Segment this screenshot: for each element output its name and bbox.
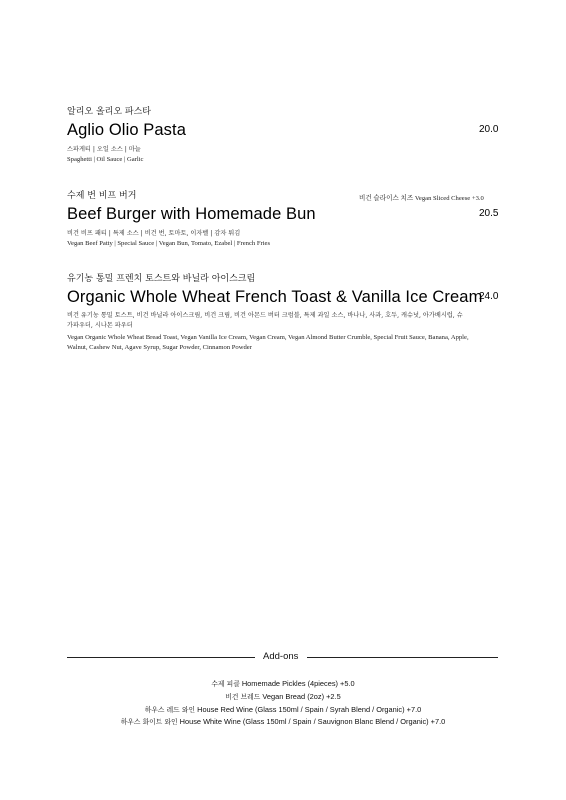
item-2-english-name: Beef Burger with Homemade Bun [67,205,316,223]
item-2-korean-name: 수제 번 비프 버거 [67,191,137,201]
addon-note: (Glass 150ml / Spain / Sauvignon Blanc Blend / Organic) [242,717,429,726]
item-1-english-name: Aglio Olio Pasta [67,121,186,139]
addon-item [0,716,566,726]
item-1-korean-name: 알리오 올리오 파스타 [67,107,151,117]
item-3-korean-description: 비건 유기농 통밀 토스트, 비건 바닐라 아이스크림, 비건 크림, 비건 아몬드 버터 크럼블, 특제 과일 소스, 바나나, 사과, 호두, 캐슈넛, 아가베시럽, 슈가파우더, 시나몬 파우더 [67,312,463,329]
addons-divider-right [307,657,498,658]
addon-korean-name: 하우스 레드 와인 [144,706,196,714]
item-2-option: 비건 슬라이스 치즈 Vegan Sliced Cheese +3.0 [359,195,484,202]
item-3-english-name: Organic Whole Wheat French Toast & Vanilla Ice Cream [67,288,483,306]
item-1-korean-description: 스파게티 | 오일 소스 | 마늘 [67,146,141,153]
addon-item [0,691,566,701]
addon-english-name: House White Wine [179,717,241,726]
item-1-english-description: Spaghetti | Oil Sauce | Garlic [67,156,144,163]
addon-korean-name: 수제 피클 [211,680,240,688]
addon-price: +5.0 [340,679,355,688]
item-2-korean-description: 비건 비프 패티 | 특제 소스 | 비건 번, 토마토, 이자벨 | 감자 튀김 [67,230,241,237]
addon-korean-name: 하우스 화이트 와인 [120,718,178,726]
addon-item [0,678,566,688]
addons-divider-left [67,657,255,658]
addon-english-name: Vegan Bread [262,692,306,701]
item-1-price: 20.0 [479,124,499,135]
addon-english-name: Homemade Pickles [241,679,306,688]
addon-note: (2oz) [307,692,325,701]
addon-price: +7.0 [406,705,422,714]
item-2-english-description: Vegan Beef Patty | Special Sauce | Vegan Bun, Tomato, Ezabel | French Fries [67,240,271,247]
addons-heading: Add-ons [263,651,299,662]
addon-note: (4pieces) [307,679,338,688]
item-2-price: 20.5 [479,208,499,219]
addon-korean-name: 비건 브레드 [225,693,261,701]
addon-note: (Glass 150ml / Spain / Syrah Blend / Organic) [255,705,405,714]
item-3-price: 24.0 [479,291,499,302]
addon-price: +2.5 [326,692,341,701]
addon-item [0,704,566,714]
item-3-english-description: Vegan Organic Whole Wheat Bread Toast, Vegan Vanilla Ice Cream, Vegan Cream, Vegan Almond Butter Crumble, Special Fruit Sauce, Banana, Apple, Walnut, Cashew Nut, Agave Syrup, Sugar Powder, Cinnamon Powder [67,334,469,351]
addon-price: +7.0 [430,717,446,726]
addon-english-name: House Red Wine [197,705,253,714]
item-3-korean-name: 유기농 통밀 프렌치 토스트와 바닐라 아이스크림 [67,274,256,284]
